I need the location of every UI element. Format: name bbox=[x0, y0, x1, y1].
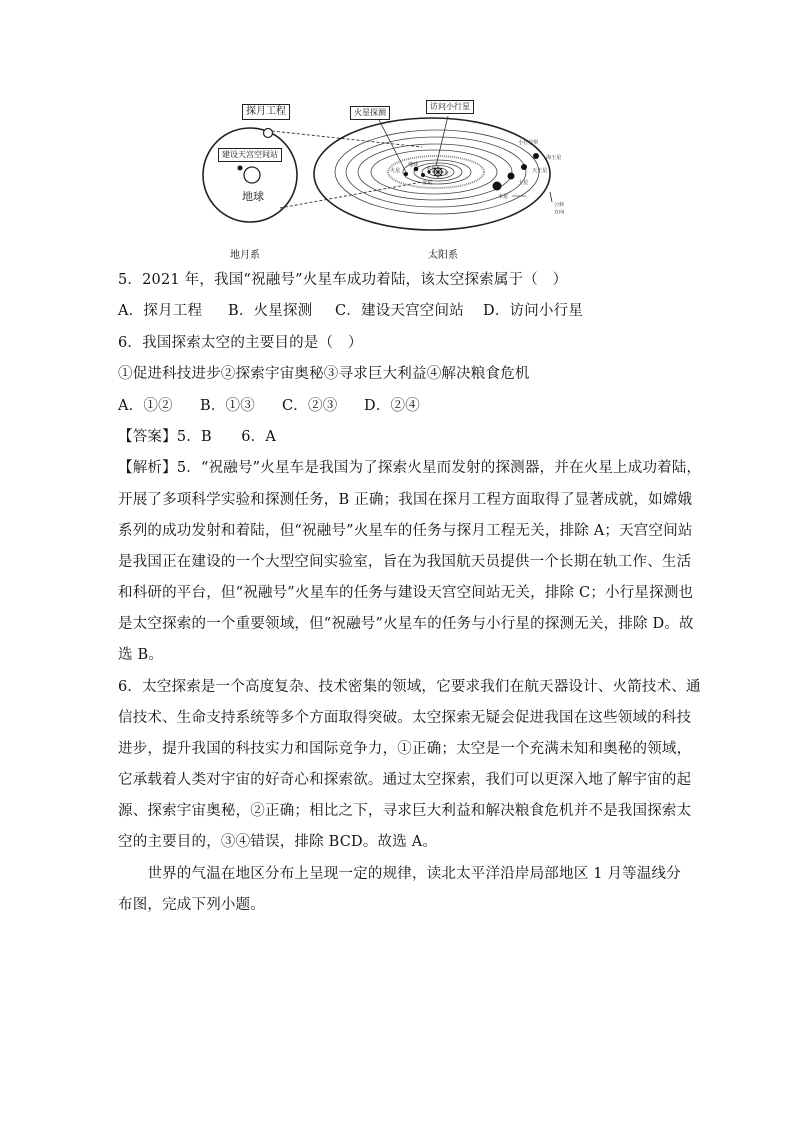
earth-moon-system-caption: 地月系 bbox=[230, 250, 260, 261]
analysis-line: 它承载着人类对宇宙的好奇心和探索欲。通过太空探索，我们可以更深入地了解宇宙的起 bbox=[118, 772, 692, 788]
analysis-line: 进步，提升我国的科技实力和国际竞争力，①正确；太空是一个充满未知和奥秘的领域， bbox=[118, 741, 692, 757]
analysis-line: 开展了多项科学实验和探测任务，B 正确；我国在探月工程方面取得了显著成就，如嫦娥 bbox=[118, 492, 693, 508]
neptune-dot bbox=[533, 153, 539, 159]
analysis-line: 和科研的平台，但“祝融号”火星车的任务与建设天宫空间站无关，排除 C；小行星探测也 bbox=[118, 585, 694, 601]
analysis-line: 系列的成功发射和着陆，但“祝融号”火星车的任务与探月工程无关，排除 A；天宫空间站 bbox=[118, 523, 693, 539]
earth-circle bbox=[244, 167, 260, 183]
connector-top-dashed bbox=[272, 131, 422, 147]
intro-line: 世界的气温在地区分布上呈现一定的规律，读北太平洋沿岸局部地区 1 月等温线分 bbox=[118, 866, 681, 882]
solar-outer-ellipse bbox=[314, 118, 550, 230]
q6-option-d[interactable]: D．②④ bbox=[364, 398, 420, 414]
analysis-line: 源、探索宇宙奥秘，②正确；相比之下，寻求巨大利益和解决粮食危机并不是我国探索太 bbox=[118, 803, 692, 819]
asteroid-visit-label: 访问小行星 bbox=[426, 100, 474, 114]
analysis-label: 【解析】 bbox=[118, 460, 177, 476]
q6-option-a[interactable]: A．①② bbox=[118, 398, 173, 414]
earth-moon-solar-system-figure bbox=[200, 96, 580, 264]
mars-dot bbox=[404, 172, 408, 176]
jupiter-label: 木星 bbox=[498, 193, 509, 200]
analysis-line: 空的主要目的，③④错误，排除 BCD。故选 A。 bbox=[118, 834, 438, 850]
q5-options bbox=[118, 299, 583, 320]
space-station-label: 建设天宫空间站 bbox=[218, 148, 282, 162]
analysis-text-0: 5．“祝融号”火星车是我国为了探索火星而发射的探测器，并在火星上成功着陆， bbox=[176, 460, 702, 476]
space-station-dot bbox=[238, 166, 243, 171]
uranus-dot bbox=[521, 164, 527, 170]
jupiter-dot bbox=[493, 182, 502, 191]
q6-options bbox=[118, 394, 420, 415]
answer-text: 5．B 6．A bbox=[176, 429, 276, 445]
q6-stem: 6．我国探索太空的主要目的是（ ） bbox=[118, 335, 363, 351]
q5-option-c[interactable]: C．建设天宫空间站 bbox=[335, 303, 464, 319]
mars-label: 火星 bbox=[390, 167, 401, 174]
revolution-direction-label: 公转方向 bbox=[554, 201, 565, 216]
q5-option-d[interactable]: D．访问小行星 bbox=[483, 303, 584, 319]
uranus-label: 天王星 bbox=[532, 167, 548, 174]
revolution-arrow bbox=[550, 192, 552, 202]
q5-option-b[interactable]: B．火星探测 bbox=[228, 303, 313, 319]
asteroid-belt-label: 小行星带 bbox=[518, 139, 539, 146]
earth-planet-label: 地球 bbox=[408, 161, 419, 168]
analysis-line: 是我国正在建设的一个大型空间实验室，旨在为我国航天员提供一个长期在轨工作、生活 bbox=[118, 554, 692, 570]
mars-explore-label: 火星探测 bbox=[350, 106, 390, 120]
lunar-project-label: 探月工程 bbox=[242, 104, 290, 120]
asteroid-label-pointer bbox=[436, 116, 448, 166]
analysis-line: 6．太空探索是一个高度复杂、技术密集的领域，它要求我们在航天器设计、火箭技术、通 bbox=[118, 679, 701, 695]
q6-option-c[interactable]: C．②③ bbox=[282, 398, 338, 414]
saturn-dot bbox=[508, 173, 515, 180]
answer-line bbox=[118, 425, 276, 446]
earth-label: 地球 bbox=[242, 190, 264, 203]
venus-label: 金星 bbox=[422, 179, 433, 186]
analysis-line-1 bbox=[118, 456, 701, 477]
neptune-label: 海王星 bbox=[546, 154, 562, 161]
analysis-line: 是太空探索的一个重要领域，但“祝融号”火星车的任务与小行星的探测无关，排除 D。故 bbox=[118, 616, 694, 632]
venus-dot bbox=[421, 173, 425, 177]
saturn-label: 土星 bbox=[518, 179, 529, 186]
intro-line: 布图，完成下列小题。 bbox=[118, 897, 265, 913]
sun-label: 日 bbox=[444, 170, 450, 177]
mercury-label: 水星 bbox=[426, 165, 437, 172]
analysis-line: 选 B。 bbox=[118, 647, 164, 663]
moon-circle bbox=[264, 129, 273, 138]
q5-option-a[interactable]: A．探月工程 bbox=[118, 303, 203, 319]
q6-statements: ①促进科技进步②探索宇宙奥秘③寻求巨大利益④解决粮食危机 bbox=[118, 366, 530, 382]
solar-system-caption: 太阳系 bbox=[428, 250, 458, 261]
analysis-line: 信技术、生命支持系统等多个方面取得突破。太空探索无疑会促进我国在这些领域的科技 bbox=[118, 710, 692, 726]
q6-option-b[interactable]: B．①③ bbox=[200, 398, 255, 414]
q5-stem: 5．2021 年，我国“祝融号”火星车成功着陆，该太空探索属于（ ） bbox=[118, 272, 568, 288]
answer-label: 【答案】 bbox=[118, 429, 177, 445]
